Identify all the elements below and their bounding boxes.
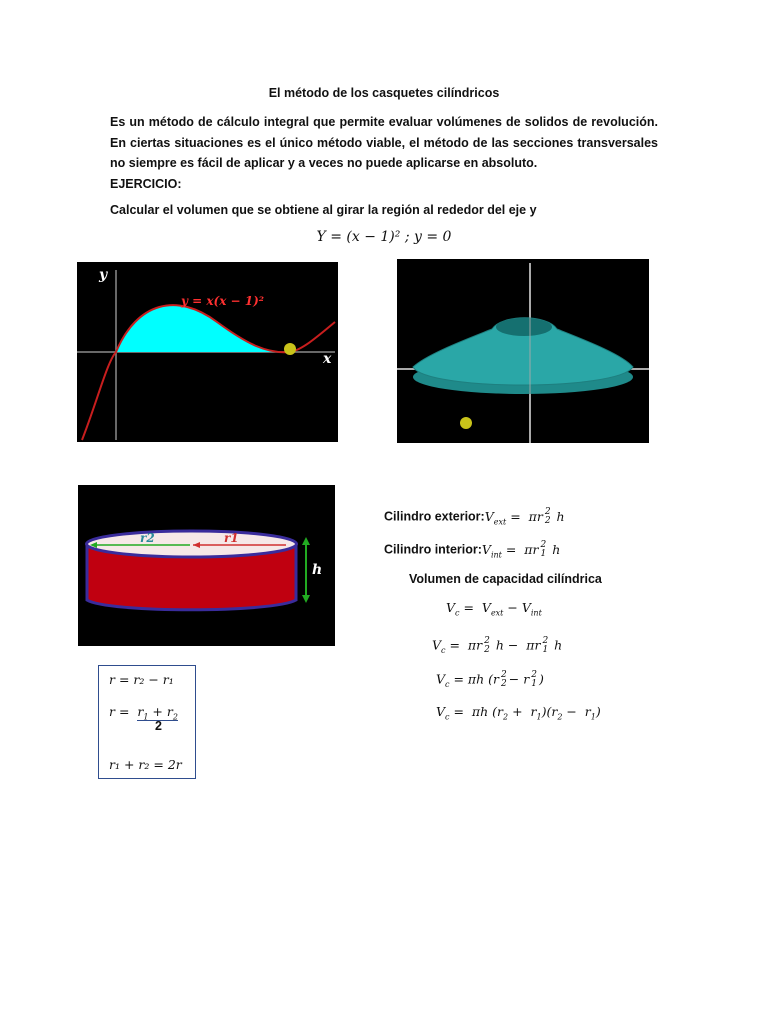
curve-equation-label: y = x(x − 1)²	[181, 294, 265, 308]
region-graph-svg	[77, 262, 338, 442]
height-label: h	[312, 562, 323, 578]
cursor-marker	[460, 417, 472, 429]
main-equation: Y = (x − 1)² ; y = 0	[316, 229, 452, 245]
cylinder-interior-formula: Cilindro $interior:V_{int} = \pi r$ 2 1 h	[384, 540, 561, 559]
vc-final-formula: $V_c = \pi h$ $(r_2 + r_1)(r_2 - r_1)$	[436, 704, 601, 722]
cylinder-top	[87, 531, 297, 557]
cylinder-interior-label: Cilindro interior:	[384, 542, 482, 557]
r-difference: r = r₂ − r₁	[109, 672, 174, 687]
capacity-heading: Volumen de capacidad cilíndrica	[409, 572, 602, 586]
exercise-statement: Calcular el volumen que se obtiene al girar la región al rededor del eje y	[110, 203, 537, 217]
x-axis-label: x	[323, 351, 332, 367]
solid-svg	[397, 259, 649, 443]
r1-label: r1	[224, 531, 239, 545]
cursor-marker	[284, 343, 296, 355]
exercise-heading: EJERCICIO:	[110, 177, 182, 191]
solid-top-hole	[496, 318, 552, 336]
r-average-denominator: 2	[155, 719, 162, 733]
cylinder-exterior-formula: Cilindro $exterior:V_{ext} = \pi r$ 2 2 h	[384, 507, 565, 526]
y-axis-label: y	[99, 267, 108, 283]
page-title: El método de los casquetes cilíndricos	[268, 86, 500, 100]
cylinder-svg	[78, 485, 335, 646]
r2-label: r2	[140, 531, 155, 545]
intro-paragraph: Es un método de cálculo integral que permite evaluar volúmenes de solidos de revolución. En ciertas situaciones es el único método viable, el método de las secciones transversales no siempre es fácil de aplicar y a veces no puede aplicarse en absoluto.	[110, 115, 658, 170]
region-graph	[77, 262, 338, 442]
vc-expanded-formula: $V_c = \pi r$ 2 2 h − πr 2 1 h	[432, 636, 563, 655]
r-average: $r = r_1 + r_2$	[109, 704, 178, 722]
cylinder-diagram	[78, 485, 335, 646]
r-sum: r₁ + r₂ = 2r	[109, 757, 182, 772]
cylinder-exterior-label: Cilindro exterior:	[384, 509, 485, 524]
radius-relations-box	[98, 665, 196, 779]
vc-difference-formula: $V_c = V_{ext} - V_{int}$	[446, 600, 542, 618]
solid-of-revolution	[397, 259, 649, 443]
vc-factored-formula: $V_c = \pi h$ (r 2 2 − r 2 1 )	[436, 670, 544, 689]
